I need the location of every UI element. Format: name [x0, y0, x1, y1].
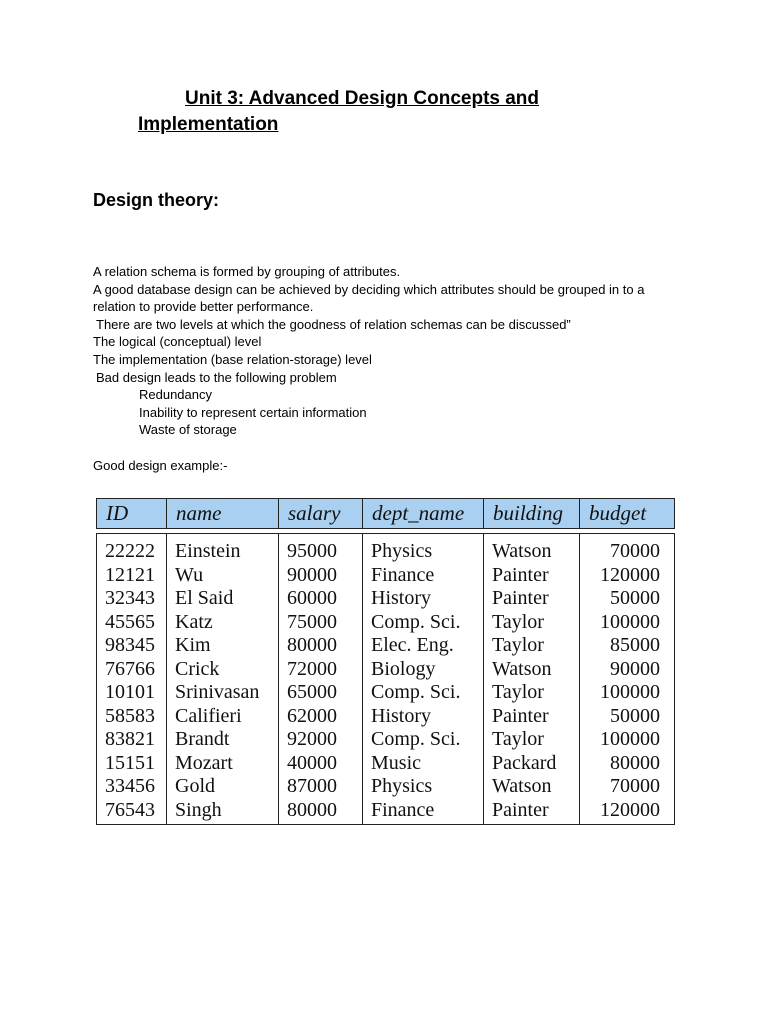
table-cell: Finance — [363, 564, 484, 588]
table-cell: Katz — [167, 611, 279, 635]
table-cell: Taylor — [484, 728, 580, 752]
table-cell: 100000 — [580, 611, 675, 635]
section-heading: Design theory: — [93, 190, 220, 210]
body-line: There are two levels at which the goodness of relation schemas can be discussed” — [96, 316, 571, 332]
table-cell: Physics — [363, 534, 484, 564]
table-cell: 76766 — [97, 658, 167, 682]
table-cell: Watson — [484, 534, 580, 564]
table-cell: 76543 — [97, 799, 167, 825]
table-cell: 50000 — [580, 705, 675, 729]
table-cell: 70000 — [580, 534, 675, 564]
table-row — [97, 799, 675, 825]
table-cell: Comp. Sci. — [363, 728, 484, 752]
relation-table-figure — [96, 498, 676, 825]
table-row — [97, 752, 675, 776]
body-text — [93, 263, 683, 439]
table-cell: 92000 — [279, 728, 363, 752]
table-cell: Painter — [484, 705, 580, 729]
table-cell: 85000 — [580, 634, 675, 658]
body-line: The implementation (base relation-storage) level — [93, 351, 372, 367]
table-cell: 100000 — [580, 681, 675, 705]
problem-item: Inability to represent certain information — [139, 404, 367, 420]
table-cell: Physics — [363, 775, 484, 799]
table-cell: 80000 — [279, 634, 363, 658]
table-cell: Watson — [484, 658, 580, 682]
table-cell: Taylor — [484, 634, 580, 658]
table-cell: Crick — [167, 658, 279, 682]
body-line: The logical (conceptual) level — [93, 334, 262, 350]
example-label: Good design example:- — [93, 458, 228, 473]
table-cell: 75000 — [279, 611, 363, 635]
table-cell: 33456 — [97, 775, 167, 799]
table-cell: 15151 — [97, 752, 167, 776]
title-line-1: Unit 3: Advanced Design Concepts and — [185, 88, 540, 109]
table-cell: 100000 — [580, 728, 675, 752]
table-cell: Mozart — [167, 752, 279, 776]
table-cell: 40000 — [279, 752, 363, 776]
table-row — [97, 705, 675, 729]
column-header: dept_name — [363, 499, 484, 529]
table-header — [96, 498, 675, 529]
body-line: A relation schema is formed by grouping of attributes. — [93, 264, 401, 279]
table-cell: Califieri — [167, 705, 279, 729]
table-cell: 120000 — [580, 799, 675, 825]
table-cell: 98345 — [97, 634, 167, 658]
table-cell: Wu — [167, 564, 279, 588]
table-cell: Taylor — [484, 611, 580, 635]
table-cell: El Said — [167, 587, 279, 611]
table-row — [97, 587, 675, 611]
table-cell: 45565 — [97, 611, 167, 635]
table-cell: Gold — [167, 775, 279, 799]
table-cell: 83821 — [97, 728, 167, 752]
table-cell: 12121 — [97, 564, 167, 588]
table-cell: Painter — [484, 564, 580, 588]
document-title — [138, 86, 618, 138]
table-cell: 22222 — [97, 534, 167, 564]
table-cell: 90000 — [279, 564, 363, 588]
table-cell: Packard — [484, 752, 580, 776]
table-cell: Singh — [167, 799, 279, 825]
table-cell: Comp. Sci. — [363, 681, 484, 705]
table-cell: 58583 — [97, 705, 167, 729]
table-cell: 72000 — [279, 658, 363, 682]
table-cell: Watson — [484, 775, 580, 799]
table-cell: History — [363, 705, 484, 729]
table-cell: 10101 — [97, 681, 167, 705]
table-cell: Biology — [363, 658, 484, 682]
table-row — [97, 611, 675, 635]
table-cell: Finance — [363, 799, 484, 825]
column-header: salary — [279, 499, 363, 529]
table-cell: Music — [363, 752, 484, 776]
table-row — [97, 728, 675, 752]
table-cell: 62000 — [279, 705, 363, 729]
table-cell: Elec. Eng. — [363, 634, 484, 658]
table-row — [97, 658, 675, 682]
column-header: building — [484, 499, 580, 529]
column-header: budget — [580, 499, 675, 529]
table-cell: 50000 — [580, 587, 675, 611]
table-cell: 65000 — [279, 681, 363, 705]
table-cell: 70000 — [580, 775, 675, 799]
table-cell: 32343 — [97, 587, 167, 611]
table-cell: Painter — [484, 799, 580, 825]
body-line: Bad design leads to the following problem — [96, 369, 337, 385]
table-cell: 80000 — [279, 799, 363, 825]
title-line-2: Implementation — [138, 114, 279, 135]
table-cell: Srinivasan — [167, 681, 279, 705]
data-table — [96, 533, 675, 825]
table-cell: Painter — [484, 587, 580, 611]
table-cell: 60000 — [279, 587, 363, 611]
table-cell: 95000 — [279, 534, 363, 564]
column-header: ID — [97, 499, 167, 529]
table-row — [97, 681, 675, 705]
table-row — [97, 775, 675, 799]
table-cell: Kim — [167, 634, 279, 658]
table-row — [97, 534, 675, 564]
table-cell: 80000 — [580, 752, 675, 776]
table-cell: 90000 — [580, 658, 675, 682]
table-cell: Brandt — [167, 728, 279, 752]
table-cell: History — [363, 587, 484, 611]
problem-item: Waste of storage — [139, 422, 237, 438]
problem-item: Redundancy — [139, 387, 212, 403]
table-cell: Einstein — [167, 534, 279, 564]
table-row — [97, 564, 675, 588]
table-cell: 120000 — [580, 564, 675, 588]
table-cell: Comp. Sci. — [363, 611, 484, 635]
column-header: name — [167, 499, 279, 529]
table-cell: Taylor — [484, 681, 580, 705]
table-cell: 87000 — [279, 775, 363, 799]
body-line: A good database design can be achieved by deciding which attributes should be grouped in to a relation to provide better performance. — [93, 281, 645, 315]
table-row — [97, 634, 675, 658]
